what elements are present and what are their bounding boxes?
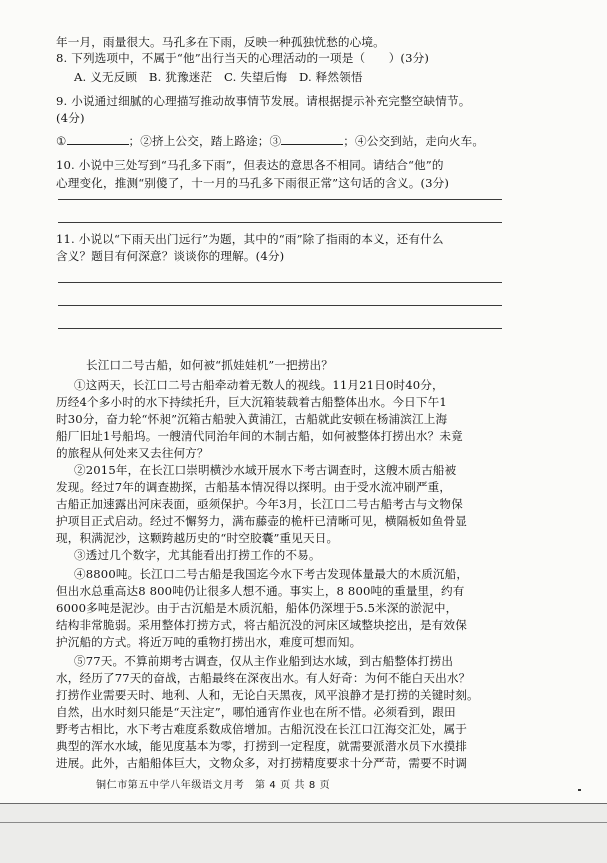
blank-text-3: ；④公交到站，走向火车。 (343, 134, 485, 148)
article-line: ⑤77天。不算前期考古调查，仅从主作业船到达水域，到古船整体打捞出 (74, 654, 454, 668)
article-line: 结构非常脆弱。采用整体打捞方式，将古船沉没的河床区域整块挖出，是有效保 (56, 618, 468, 632)
article-line: ④8800吨。长江口二号古船是我国迄今水下考古发现体量最大的木质沉船， (74, 567, 469, 581)
article-line: 进展。此外，古船船体巨大，文物众多，对打捞精度要求十分严苛，需要不时调 (56, 756, 468, 770)
question-9-blanks (56, 133, 511, 149)
question-10-line1: 10. 小说中三处写到“马孔多下雨”，但表达的意思各不相同。请结合“他”的 (56, 158, 444, 172)
article-line: ②2015年，在长江口崇明横沙水域开展水下考古调查时，这艘木质古船被 (74, 463, 457, 477)
article-line: 时30分，奋力轮“怀昶”沉箱古船驶入黄浦江，古船就此安顿在杨浦滨江上海 (56, 412, 448, 426)
text-line: 年一月，雨量很大。马孔多在下雨，反映一种孤独忧愁的心境。 (56, 35, 385, 49)
answer-line[interactable] (58, 199, 502, 200)
blank-text-2: ；②挤上公交，踏上路途；③ (128, 134, 282, 148)
question-11-line1: 11. 小说以“下雨天出门远行”为题，其中的“雨”除了指雨的本义，还有什么 (56, 232, 444, 246)
question-9-line1: 9. 小说通过细腻的心理描写推动故事情节发展。请根据提示补充完整空缺情节。 (56, 94, 471, 108)
answer-blank-3[interactable] (281, 133, 343, 145)
question-9-line2: (4分) (56, 111, 85, 125)
article-line: ①这两天，长江口二号古船牵动着无数人的视线。11月21日0时40分， (74, 378, 444, 392)
question-8: 8. 下列选项中，不属于“他”出行当天的心理活动的一项是（ ）(3分) (56, 51, 430, 65)
article-line: 发现。经过7年的调查勘探，古船基本情况得以探明。由于受水流冲刷严重， (56, 480, 452, 494)
article-line: 船厂旧址1号船坞。一艘清代同治年间的木制古船，如何被整体打捞出水？未竟 (56, 429, 463, 443)
answer-line[interactable] (58, 328, 502, 329)
divider (0, 822, 607, 823)
article-line: 自然，出水时刻只能是“天注定”，哪怕通宵作业也在所不惜。必须看到，跟田 (56, 705, 456, 719)
article-line: 护项目正式启动。经过不懈努力，满布藤壶的桅杆已清晰可见，横隔板如鱼骨显 (56, 514, 468, 528)
answer-line[interactable] (58, 305, 502, 306)
answer-blank-1[interactable] (67, 133, 129, 145)
article-line: 水，经历了77天的奋战，古船最终在深夜出水。有人好奇：为何不能白天出水？ (56, 671, 471, 685)
answer-line[interactable] (58, 282, 502, 283)
article-line: 典型的浑水水域，能见度基本为零，打捞到一定程度，就需要派潜水员下水摸排 (56, 739, 468, 753)
article-line: 野考古相比，水下考古难度系数成倍增加。古船沉没在长江口江海交汇处，属于 (56, 722, 468, 736)
question-11-line2: 含义？题目有何深意？谈谈你的理解。(4分) (56, 249, 285, 263)
blank-marker-1: ① (56, 134, 67, 148)
question-10-line2: 心理变化，推测“别傻了，十一月的马孔多下雨很正常”这句话的含义。(3分) (56, 176, 450, 190)
scanner-bottom-edge (0, 803, 607, 863)
article-line: ③透过几个数字，尤其能看出打捞工作的不易。 (74, 548, 321, 562)
page-footer: 铜仁市第五中学八年级语文月考 第 4 页 共 8 页 (96, 780, 331, 791)
article-line: 打捞作业需要天时、地利、人和，无论白天黑夜，风平浪静才是打捞的关键时刻。 (56, 688, 479, 702)
article-line: 古船正加速露出河床表面，亟须保护。今年3月，长江口二号古船考古与文物保 (56, 497, 463, 511)
article-line: 历经4个多小时的水下持续托升，巨大沉箱装载着古船整体出水。今日下午1 (56, 395, 447, 409)
article-line: 6000多吨是泥沙。由于古沉船是木质沉船，船体仍深埋于5.5米深的淤泥中， (56, 601, 458, 615)
article-line: 现，积满泥沙，这颗跨越历史的“时空胶囊”重见天日。 (56, 531, 339, 545)
scan-speck (578, 789, 581, 791)
article-line: 的旅程从何处来又去往何方？ (56, 446, 209, 460)
answer-line[interactable] (58, 222, 502, 223)
article-line: 但出水总重高达8 800吨仍让很多人想不通。事实上，8 800吨的重量里，约有 (56, 584, 465, 598)
article-line: 护沉船的方式。将近万吨的重物打捞出水，难度可想而知。 (56, 635, 362, 649)
article-title: 长江口二号古船，如何被“抓娃娃机”一把捞出？ (86, 358, 334, 372)
question-8-options: A. 义无反顾 B. 犹豫迷茫 C. 失望后悔 D. 释然领悟 (74, 70, 363, 84)
